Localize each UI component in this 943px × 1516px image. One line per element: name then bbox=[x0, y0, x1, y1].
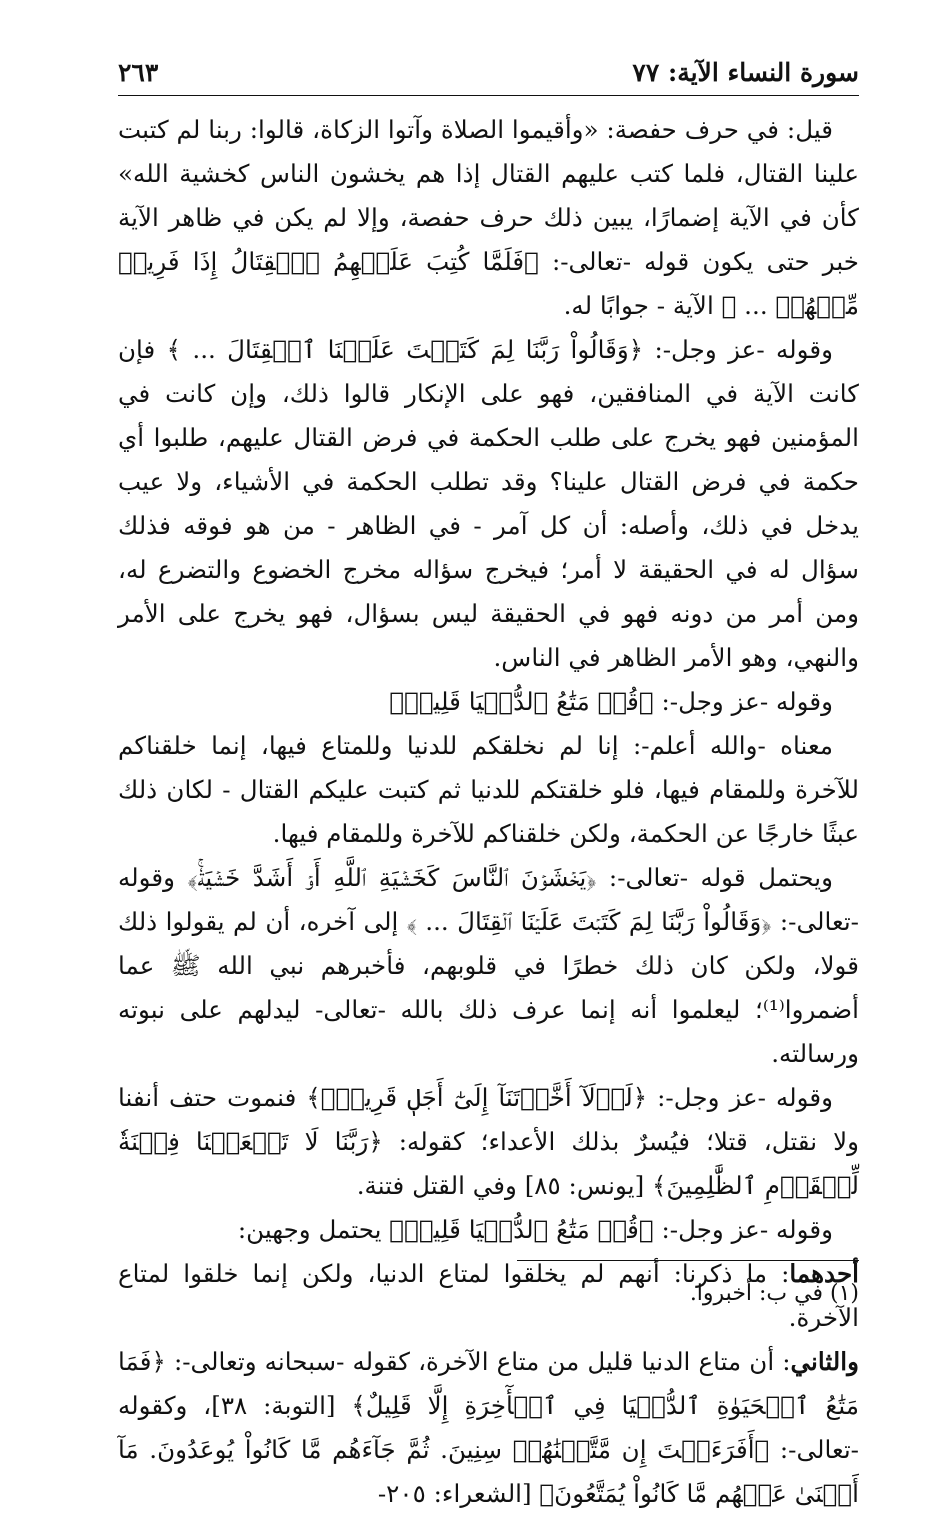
paragraph-2: وقوله -عز وجل-: ﴿وَقَالُواْ رَبَّنَا لِمَ كَتَبۡتَ عَلَيۡنَا ٱلۡقِتَالَ ... ﴾ فإن كانت الآية في المنافقين، فهو على الإنكار قالوا ذلك، وإن كانت في المؤمنين فهو يخرج على طلب الحكمة في فرض القتال عليهم، طلبوا أي حكمة في فرض القتال علينا؟ وقد تطلب الحكمة في الأشياء، ولا عيب يدخل في ذلك، وأصله: أن كل آمر - في الظاهر - من هو فوقه فذلك سؤال له في الحقيقة لا أمر؛ فيخرج سؤاله مخرج الخضوع والتضرع له، ومن أمر من دونه فهو في الحقيقة ليس بسؤال، فهو يخرج على الأمر والنهي، وهو الأمر الظاهر في الناس. bbox=[118, 335, 859, 672]
first-aspect-label: أحدهما bbox=[789, 1259, 859, 1288]
page-header bbox=[118, 50, 859, 94]
header-rule bbox=[118, 95, 859, 96]
paragraph-1: قيل: في حرف حفصة: «وأقيموا الصلاة وآتوا الزكاة، قالوا: ربنا لم كتبت علينا القتال، فلما كتب عليهم القتال إذا هم يخشون الناس كخشية الله» كأن في الآية إضمارًا، يبين ذلك حرف حفصة، وإلا لم يكن في ظاهر الآية خبر حتى يكون قوله -تعالى-: ﴿فَلَمَّا كُتِبَ عَلَيۡهِمُ ٱلۡقِتَالُ إِذَا فَرِيقٞ مِّنۡهُمۡ ... ﴾ الآية - جوابًا له. bbox=[118, 115, 859, 320]
paragraph-4: معناه -والله أعلم-: إنا لم نخلقكم للدنيا وللمتاع فيها، إنما خلقناكم للآخرة وللمقام فيها، فلو خلقتكم للدنيا ثم كتبت عليكم القتال - لكان ذلك عبثًا خارجًا عن الحكمة، ولكن خلقناكم للآخرة وللمقام فيها. bbox=[118, 731, 859, 848]
second-aspect-text: : أن متاع الدنيا قليل من متاع الآخرة، كقوله -سبحانه وتعالى-: ﴿فَمَا مَتَٰعُ ٱلۡحَيَوٰةِ ٱلدُّنۡيَا فِي ٱلۡأٓخِرَةِ إِلَّا قَلِيلٌ﴾ [التوبة: ٣٨]، وكقوله -تعالى-: ﴿أَفَرَءَيۡتَ إِن مَّتَّعۡنَٰهُمۡ سِنِينَ. ثُمَّ جَآءَهُم مَّا كَانُواْ يُوعَدُونَ. مَآ أَغۡنَىٰ عَنۡهُم مَّا كَانُواْ يُمَتَّعُونَ﴾ [الشعراء: ٢٠٥- bbox=[118, 1347, 860, 1508]
paragraph-5: ويحتمل قوله -تعالى-: ﴿يَخۡشَوۡنَ ٱلنَّاسَ كَخَشۡيَةِ ٱللَّهِ أَوۡ أَشَدَّ خَشۡيَةٗۚ﴾ وقوله -تعالى-: ﴿وَقَالُواْ رَبَّنَا لِمَ كَتَبۡتَ عَلَيۡنَا ٱلۡقِتَالَ ... ﴾ إلى آخره، أن لم يقولوا ذلك قولا، ولكن كان ذلك خطرًا في قلوبهم، فأخبرهم نبي الله ﷺ عما أضمروا⁽¹⁾؛ ليعلموا أنه إنما عرف ذلك بالله -تعالى- ليدلهم على نبوته ورسالته. bbox=[118, 863, 859, 1068]
page-number: ٢٦٣ bbox=[118, 57, 159, 87]
second-aspect-label: والثاني bbox=[790, 1347, 859, 1376]
footnote-rule bbox=[517, 1260, 859, 1261]
first-aspect-text: : ما ذكرنا: أنهم لم يخلقوا لمتاع الدنيا، ولكن إنما خلقوا لمتاع الآخرة. bbox=[118, 1259, 859, 1332]
running-title: سورة النساء الآية: ٧٧ bbox=[632, 57, 859, 87]
paragraph-7: وقوله -عز وجل-: ﴿قُلۡ مَتَٰعُ ٱلدُّنۡيَا قَلِيلٞ﴾ يحتمل وجهين: bbox=[237, 1215, 833, 1244]
paragraph-9 bbox=[118, 1340, 859, 1516]
paragraph-6: وقوله -عز وجل-: ﴿لَوۡلَآ أَخَّرۡتَنَآ إِلَىٰٓ أَجَلٖ قَرِيبٖۗ﴾ فنموت حتف أنفنا ولا نقتل، قتلا؛ فيُسرٌ بذلك الأعداء؛ كقوله: ﴿رَبَّنَا لَا تَجۡعَلۡنَا فِتۡنَةٗ لِّلۡقَوۡمِ ٱلظَّٰلِمِينَ﴾ [يونس: ٨٥] وفي القتل فتنة. bbox=[118, 1083, 859, 1200]
footnote: (١) في ب: أخبروا. bbox=[689, 1281, 859, 1306]
paragraph-3: وقوله -عز وجل-: ﴿قُلۡ مَتَٰعُ ٱلدُّنۡيَا قَلِيلٞ﴾ bbox=[389, 687, 833, 716]
